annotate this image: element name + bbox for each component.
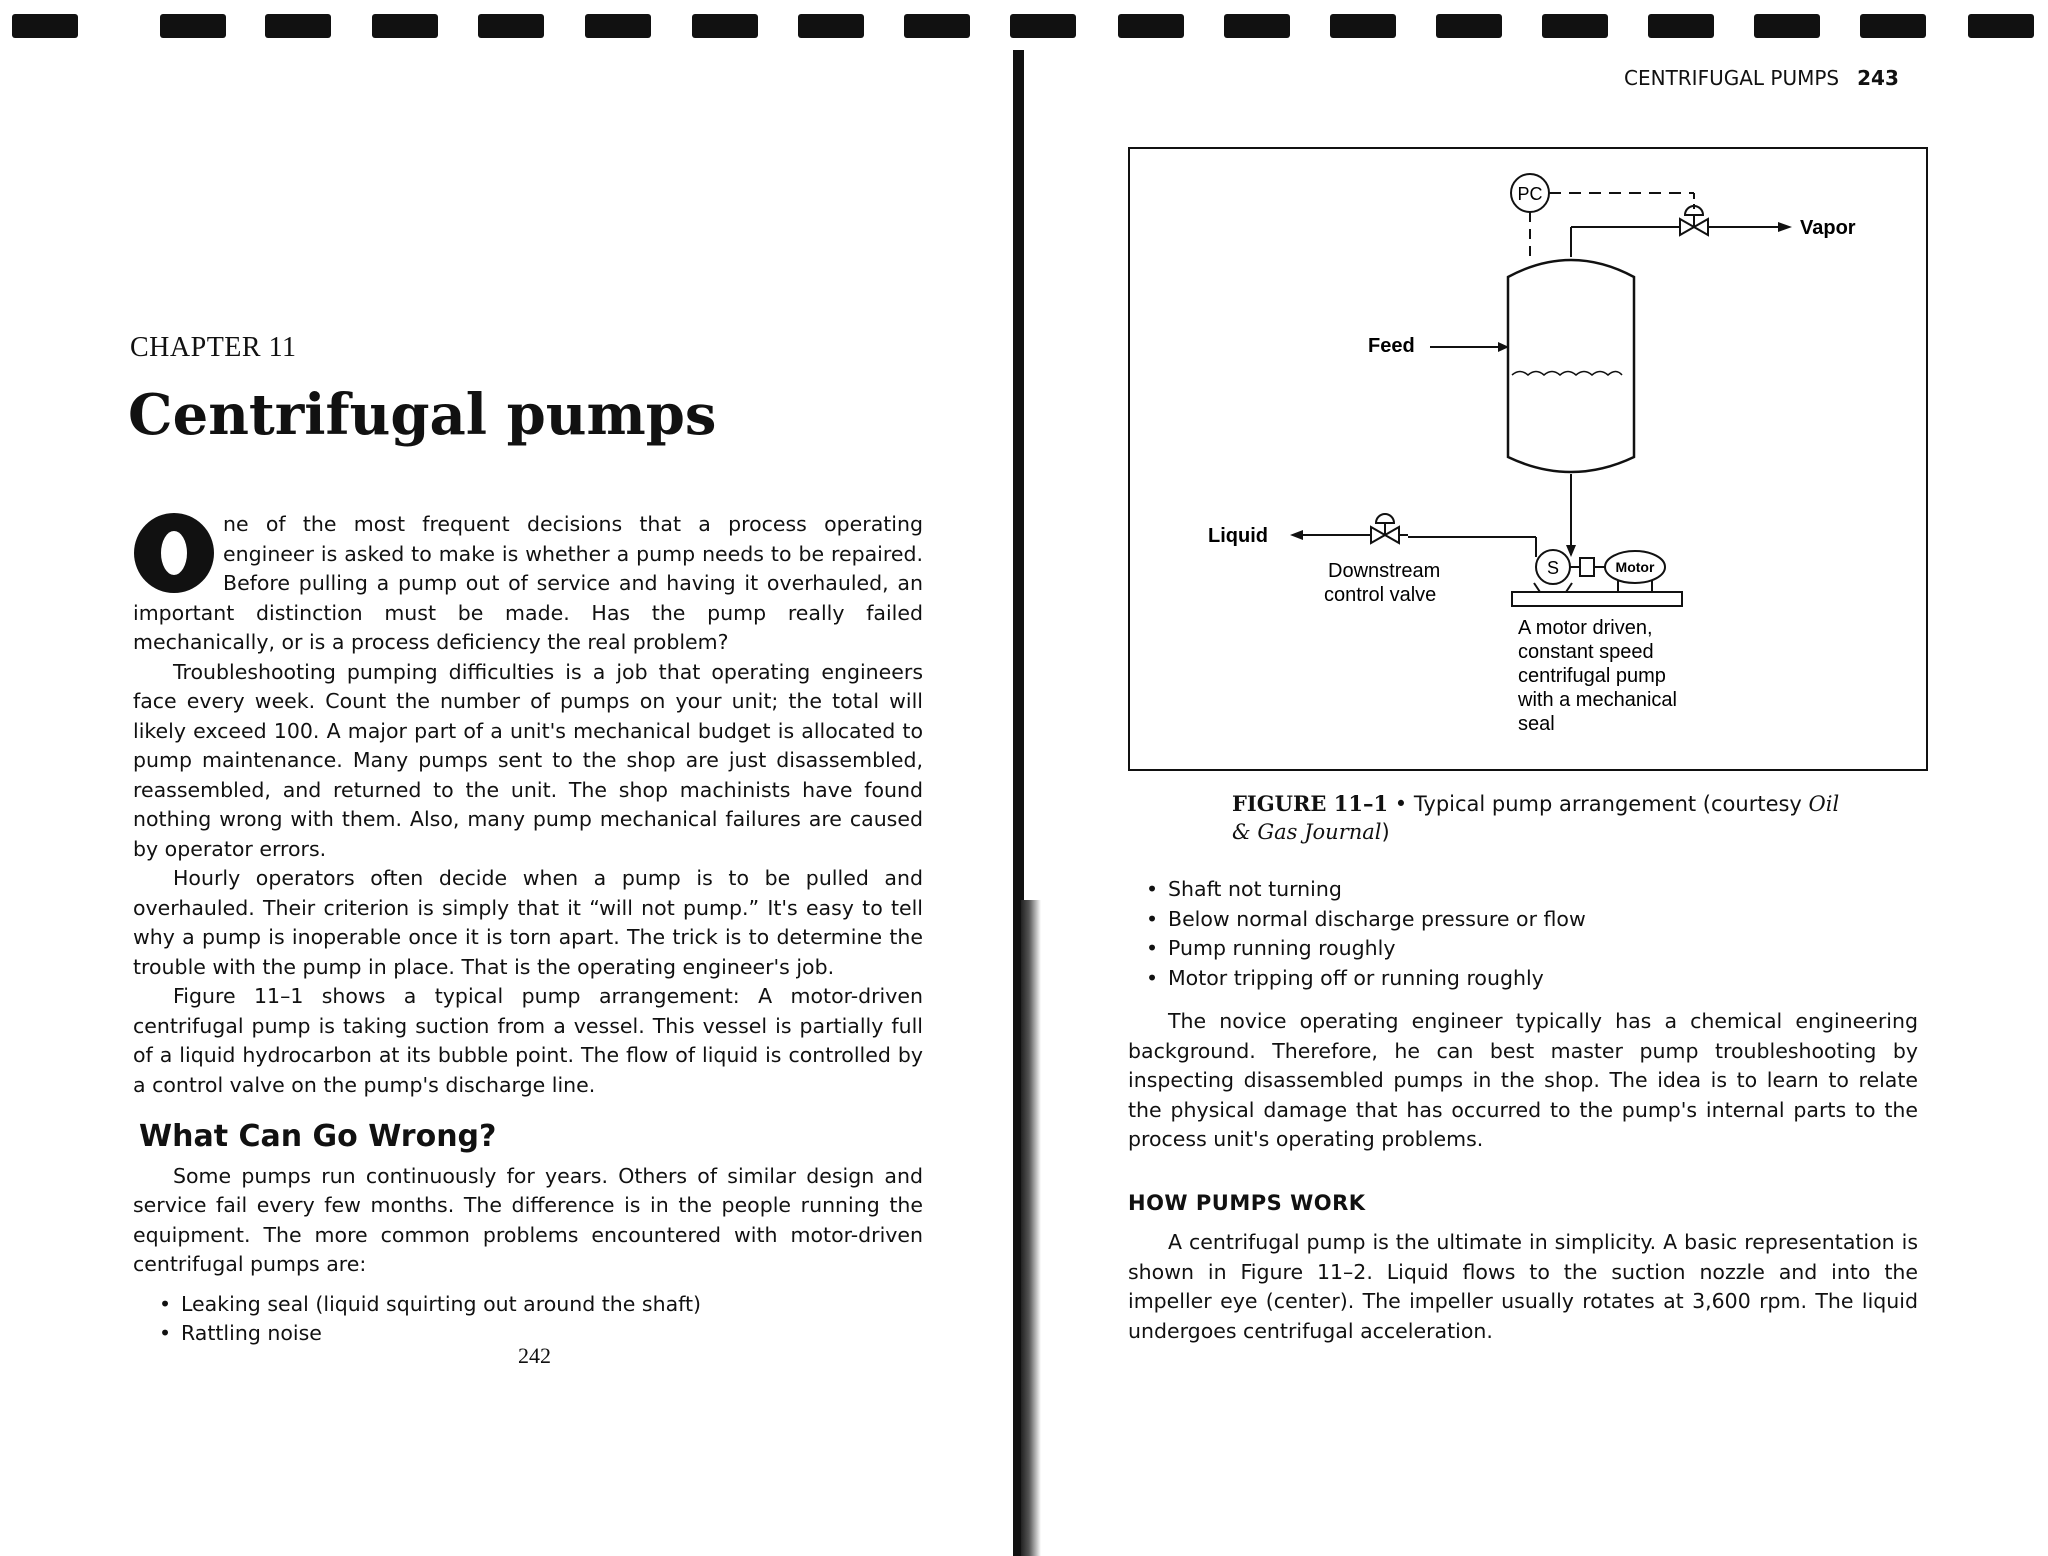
caption-source: Oil & Gas Journal [1232,792,1840,844]
paragraph: Some pumps run continuously for years. Others of similar design and service fail every few months. The difference is in the people running the equipment. The more common problems encountered with motor-driven centrifugal pumps are: [133,1163,923,1276]
pump-symbol-label: S [1546,558,1560,578]
paragraph: A centrifugal pump is the ultimate in simplicity. A basic representation is shown in Figure 11–2. Liquid flows to the suction nozzle and into the impeller eye (center). The impeller usually rotates at 3,600 rpm. The liquid undergoes centrifugal acceleration. [1128,1230,1918,1343]
page-number: 243 [1857,66,1899,90]
drop-cap [133,512,215,594]
valve-label-line1: Downstream [1328,560,1441,582]
pump-note-line: seal [1518,713,1555,735]
list-item: • Motor tripping off or running roughly [1146,964,1918,994]
chapter-label: CHAPTER 11 [130,332,297,363]
pump-note-line: with a mechanical [1518,689,1677,711]
paragraph: Hourly operators often decide when a pump is to be pulled and overhauled. Their criterion is simply that it “will not pump.” It's easy to tell why a pump is inoperable once it is torn apart. The trick is to determine the trouble with the pump in place. That is the operating engineer's job. [133,866,923,979]
motor-label: Motor [1615,559,1655,575]
list-item: • Pump running roughly [1146,934,1918,964]
caption-text: Typical pump arrangement (courtesy [1413,792,1809,816]
list-item: • Shaft not turning [1146,875,1918,905]
list-item: • Below normal discharge pressure or flow [1146,905,1918,935]
section-heading: HOW PUMPS WORK [1128,1190,1366,1215]
left-body [133,510,923,1349]
right-body [1128,875,1918,1346]
left-page [0,0,1013,1556]
list-item: • Rattling noise [159,1319,923,1349]
running-head [1624,66,1899,90]
intro-paragraph [133,510,923,658]
right-page [1041,0,2048,1556]
page-number: 242 [518,1343,551,1368]
figure-caption [1232,790,1852,846]
paragraph: The novice operating engineer typically has a chemical engineering background. Therefore, he can best master pump troubleshooting by inspecting disassembled pumps in the shop. The idea is to learn to relate the physical damage that has occurred to the pump's internal parts to the process unit's operating problems. [1128,1009,1918,1151]
pump-note-line: A motor driven, [1518,617,1653,639]
list-item: • Leaking seal (liquid squirting out around the shaft) [159,1290,923,1320]
chapter-title: Centrifugal pumps [128,382,717,448]
liquid-label: Liquid [1208,525,1268,547]
paragraph: Troubleshooting pumping difficulties is a job that operating engineers face every week. Count the number of pumps on your unit; the total will likely exceed 100. A major part of a unit's mechanical budget is allocated to pump maintenance. Many pumps sent to the shop are just disassembled, reassembled, and returned to the unit. The shop machinists have found nothing wrong with them. Also, many pump mechanical failures are caused by operator errors. [133,659,923,861]
running-head-title: CENTRIFUGAL PUMPS [1624,66,1840,90]
paragraph: Figure 11–1 shows a typical pump arrangement: A motor-driven centrifugal pump is taking suction from a vessel. This vessel is partially full of a liquid hydrocarbon at its bubble point. The flow of liquid is controlled by a control valve on the pump's discharge line. [133,984,923,1097]
pc-label: PC [1517,184,1543,204]
intro-text: ne of the most frequent decisions that a process operating engineer is asked to make is whether a pump needs to be repaired. Before pulling a pump out of service and having it overhauled, an important distinction must be made. Has the pump really failed mechanically, or is a process deficiency the real problem? [133,512,923,654]
section-heading: What Can Go Wrong? [139,1119,497,1154]
pump-note-line: constant speed [1518,641,1654,663]
problem-list-continued [1146,875,1918,993]
vessel [1508,260,1634,472]
pump-diagram [1128,147,1928,771]
book-spine-shadow [1021,900,1041,1556]
feed-label: Feed [1368,335,1415,357]
vapor-label: Vapor [1800,217,1856,239]
caption-separator: • [1388,792,1414,816]
pump-note-line: centrifugal pump [1518,665,1666,687]
pump-baseplate [1512,592,1682,606]
valve-label-line2: control valve [1324,584,1437,606]
figure-pump-arrangement [1128,147,1928,771]
caption-label: FIGURE 11–1 [1232,791,1389,816]
caption-end: ) [1381,820,1390,844]
problem-list [159,1290,923,1349]
